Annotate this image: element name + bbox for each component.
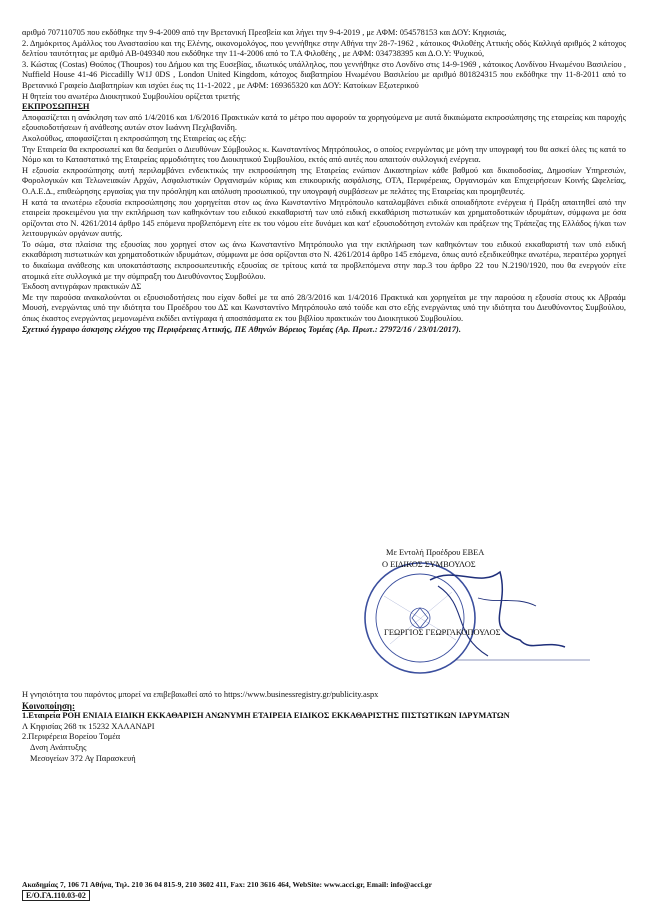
notification-line-3: 2.Περιφέρεια Βορείου Τομέα	[22, 732, 121, 742]
paragraph-member-3: 3. Κώστας (Costas) Θούπος (Thoupos) του Δήμου και της Ευσεβίας, ιδιωτικός υπάλληλος, που γεννήθηκε στο Λονδίνο στις 14-9-1969 , κάτοικος Λονδίνου Ηνωμένου Βασιλείου , Nuffield House 41-46 Piccadilly W1J 0DS , London United Kingdom, κάτοχος διαβατηρίου Ηνωμένου Βασιλείου με αριθμό 801824315 που εκδόθηκε την 11-8-2011 από το Βρετανικό Γραφείο Διαβατηρίων και ισχύει έως τις 11-1-2022 , με ΑΦΜ: 169365320 και ΔΟΥ: Κατοίκων Εξωτερικού	[22, 59, 626, 90]
section-heading-representation: ΕΚΠΡΟΣΩΠΗΣΗ	[22, 102, 90, 112]
paragraph-copies-authority: Με την παρούσα ανακαλούνται οι εξουσιοδοτήσεις που είχαν δοθεί με τα από 28/3/2016 και 1/4/2016 Πρακτικά και χορηγείται με την παρούσα η εξουσία στους κκ Αβραάμ Μουσή, ενεργώντας υπό την ιδιότητα του Προέδρου του ΔΣ και Κωνσταντίνο Μητρόπουλο από τούδε και στο εξής ενεργώντας υπό την ιδιότητα του Διευθύνοντος Συμβούλου, όπως έκαστος ενεργώντας μεμονωμένα εκδίδει αντίγραφα ή αποσπάσματα εκ του βιβλίου πρακτικών του Διοικητικού Συμβουλίου.	[22, 292, 626, 324]
notification-line-4: Δνση Ανάπτυξης	[30, 742, 87, 752]
page-footer	[22, 880, 626, 901]
paragraph-revocation: Αποφασίζεται η ανάκληση των από 1/4/2016 και 1/6/2016 Πρακτικών κατά το μέτρο που αφορούν τα χορηγούμενα με αυτά δικαιώματα εκπροσώπησης της εταιρείας και παροχής εξουσιοδοτήσεων ή ανάθεσης αυτών στον Ιωάννη Πεχλιβανίδη.	[22, 112, 626, 133]
paragraph-representation-intro: Ακολούθως, αποφασίζεται η εκπροσώπηση της Εταιρείας ως εξής:	[22, 133, 247, 143]
verification-note: Η γνησιότητα του παρόντος μπορεί να επιβεβαιωθεί από το https://www.businessregistry.gr/publicity.aspx	[22, 690, 379, 699]
paragraph-ceo-authority: Την Εταιρεία θα εκπροσωπεί και θα δεσμεύει ο Διευθύνων Σύμβουλος κ. Κωνσταντίνος Μητρόπουλος, ο οποίος ενεργώντας με μόνη την υπογραφή του θα ασκεί όλες τις κατά το Νόμο και το Καταστατικό της Εταιρείας αρμοδιότητες του Διοικητικού Συμβουλίου, εκτός από αυτές που απαιτούν συλλογική ενέργεια.	[22, 144, 626, 165]
paragraph-member-2: 2. Δημόκριτος Αμάλλος του Αναστασίου και της Ελένης, οικονομολόγος, που γεννήθηκε στην Αθήνα την 28-7-1962 , κάτοικος Φιλοθέης Αττικής οδός Καλλιγά αριθμός 2 κάτοχος δελτίου ταυτότητας με αριθμό ΑΒ-049340 που εκδόθηκε την 11-4-2006 από το Τ.Α Φιλοθέης , με ΑΦΜ: 034738395 και Δ.Ο.Υ: Ψυχικού,	[22, 38, 626, 59]
paragraph-passport-1: αριθμό 707110705 που εκδόθηκε την 9-4-2009 από την Βρετανική Πρεσβεία και λήγει την 9-4-2019 , με ΑΦΜ: 054578153 και ΔΟΥ: Κηφισιάς,	[22, 28, 507, 37]
notification-heading: Κοινοποίηση:	[22, 700, 75, 711]
paragraph-term: Η θητεία του ανωτέρω Διοικητικού Συμβουλίου ορίζεται τριετής	[22, 91, 240, 101]
notification-line-1: 1.Εταιρεία ΡΟΗ ΕΝΙΑΙΑ ΕΙΔΙΚΗ ΕΚΚΑΘΑΡΙΣΗ ΑΝΩΝΥΜΗ ΕΤΑΙΡΕΙΑ ΕΙΔΙΚΟΣ ΕΚΚΑΘΑΡΙΣΤΗΣ ΠΙΣΤΩΤΙΚΩΝ ΙΔΡΥΜΑΤΩΝ	[22, 711, 510, 721]
stamp-line-president: Με Εντολή Προέδρου ΕΒΕΑ	[386, 548, 485, 557]
footer-contact: Ακαδημίας 7, 106 71 Αθήνα, Τηλ. 210 36 04 815-9, 210 3602 411, Fax: 210 3616 464, WebSite: www.acci.gr, Email: info@acci.gr	[22, 880, 432, 889]
notification-line-2: Λ Κηφισίας 268 τκ 15232 ΧΑΛΑΝΔΡΙ	[22, 721, 155, 731]
notification-line-5: Μεσογείων 372 Αγ Παρασκευή	[30, 753, 136, 763]
stamp-line-advisor: Ο ΕΙΔΙΚΟΣ ΣΥΜΒΟΥΛΟΣ	[382, 560, 476, 569]
official-stamp-signature	[360, 548, 600, 688]
notification-section	[22, 690, 626, 764]
paragraph-control-document: Σχετικό έγγραφο άσκησης ελέγχου της Περιφέρειας Αττικής, ΠΕ Αθηνών Βόρειος Τομέας (Αρ. Πρωτ.: 27972/16 / 23/01/2017).	[22, 324, 461, 334]
main-body	[22, 28, 626, 335]
stamp-signatory-name: ΓΕΩΡΓΙΟΣ ΓΕΩΡΓΑΚΟΠΟΥΛΟΣ	[384, 628, 501, 637]
paragraph-delegation: Το σώμα, στα πλαίσια της εξουσίας που χορηγεί στον ως άνω Κωνσταντίνο Μητρόπουλο για την εκπλήρωση των καθηκόντων του ειδικού εκκαθαριστή των υπό ειδική εκκαθάριση πιστωτικών και χρηματοδοτικών ιδρυμάτων, σύμφωνα με όσα ορίζονται στο Ν. 4261/2014 άρθρο 145 επόμενα, όπως αυτό εξειδικεύθηκε ανωτέρω, περαιτέρω χορηγεί το δικαίωμα ανάθεσης και υποκατάστασης εκπροσωπευτικής εξουσίας σε τρίτους κατά τα προβλεπόμενα στην παρ.3 του άρθρο 22 του Ν.2190/1920, που θα ενεργούν είτε ατομικά είτε συλλογικά με την σύμπραξη του Διευθύνοντος Συμβούλου.	[22, 239, 626, 281]
paragraph-authority-scope: Η εξουσία εκπροσώπησης αυτή περιλαμβάνει ενδεικτικώς την εκπροσώπηση της Εταιρείας ενώπιον Δικαστηρίων κάθε βαθμού και δικαιοδοσίας, Δημοσίων Υπηρεσιών, Φορολογικών και Τελωνειακών Αρχών, Ασφαλιστικών Οργανισμών κύριας και επικουρικής ασφάλισης, ΟΤΑ, Περιφέρειας, Οργανισμών και Επιχειρήσεων Κοινής Ωφελείας, Ο.Α.Ε.Δ., επιθεώρησης εργασίας για την πρόσληψη και απόλυση προσωπικού, την υπογραφή συμβάσεων με πελάτες της Εταιρείας και προμηθευτές.	[22, 165, 626, 196]
footer-document-code: Ε/Ο.ΓΑ.110.03-02	[22, 890, 90, 901]
paragraph-liquidator-duties: Η κατά τα ανωτέρω εξουσία εκπροσώπησης που χορηγείται στον ως άνω Κωνσταντίνο Μητρόπουλο καταλαμβάνει ειδικά οποιαδήποτε ενέργεια ή Πράξη απαιτηθεί από την εταιρεία προκειμένου για την εκπλήρωση των καθηκόντων του ειδικού εκκαθαριστή των υπό ειδική εκκαθάριση πιστωτικών και χρηματοδοτικών ιδρυμάτων, σύμφωνα με όσα ορίζονται στο Ν. 4261/2014 άρθρο 145 επόμενα προβλεπόμενη είτε εκ του νόμου είτε δυνάμει και κατ' εξουσιοδότηση εντολών και πράξεων της Τράπεζας της Ελλάδος ή/και των λειτουργικών οργάνων αυτής.	[22, 197, 626, 239]
paragraph-copies-heading: Έκδοση αντιγράφων πρακτικών ΔΣ	[22, 282, 142, 292]
